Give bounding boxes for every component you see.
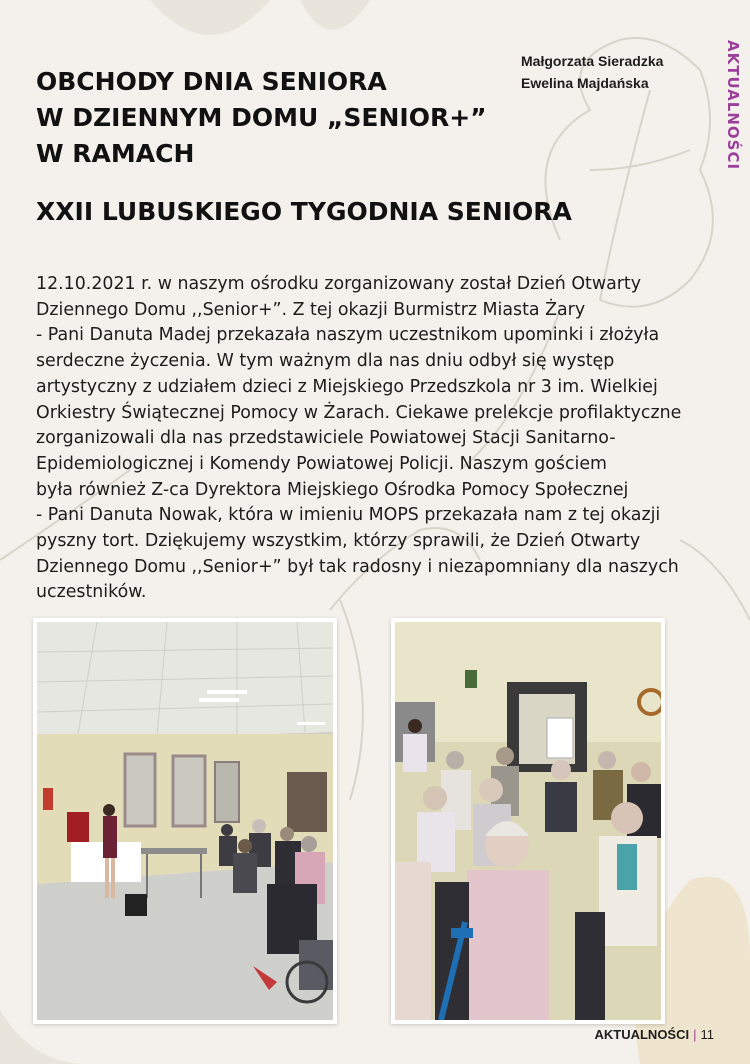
title-line: W RAMACH [36,139,195,168]
body-line: Dziennego Domu ,,Senior+” był tak radosny i niezapomniany dla naszych [36,556,679,577]
event-photo-room [33,618,337,1024]
body-line: Dziennego Domu ,,Senior+”. Z tej okazji Burmistrz Miasta Żary [36,299,586,320]
body-line: zorganizowali dla nas przedstawiciele Powiatowej Stacji Sanitarno- [36,428,616,449]
body-line: artystyczny z udziałem dzieci z Miejskiego Przedszkola nr 3 im. Wielkiej [36,376,658,397]
article-subtitle: XXII LUBUSKIEGO TYGODNIA SENIORA [36,197,572,226]
article-body [36,272,716,606]
article-title [36,64,487,172]
article-authors [521,50,663,94]
page-number: 11 [700,1027,714,1042]
author-name: Ewelina Majdańska [521,75,649,91]
page-footer [595,1027,715,1042]
body-line: Orkiestry Świątecznej Pomocy w Żarach. Ciekawe prelekcje profilaktyczne [36,402,682,423]
section-side-label: AKTUALNOŚCI [724,40,742,171]
body-line: - Pani Danuta Nowak, która w imieniu MOPS przekazała nam z tej okazji [36,505,661,526]
title-line: W DZIENNYM DOMU „SENIOR+” [36,103,487,132]
body-line: serdeczne życzenia. W tym ważnym dla nas dniu odbył się występ [36,351,615,372]
body-line: uczestników. [36,582,147,603]
body-line: była również Z-ca Dyrektora Miejskiego Ośrodka Pomocy Społecznej [36,479,629,500]
body-line: 12.10.2021 r. w naszym ośrodku zorganizowany został Dzień Otwarty [36,274,641,294]
event-photo-seniors [391,618,665,1024]
footer-section-label: AKTUALNOŚCI [594,1027,690,1042]
title-line: OBCHODY DNIA SENIORA [36,67,387,96]
body-line: pyszny tort. Dziękujemy wszystkim, którzy sprawili, że Dzień Otwarty [36,531,641,552]
footer-separator: | [693,1027,697,1042]
body-line: Epidemiologicznej i Komendy Powiatowej Policji. Naszym gościem [36,453,607,474]
body-line: - Pani Danuta Madej przekazała naszym uczestnikom upominki i złożyła [36,325,660,346]
author-name: Małgorzata Sieradzka [521,53,664,69]
